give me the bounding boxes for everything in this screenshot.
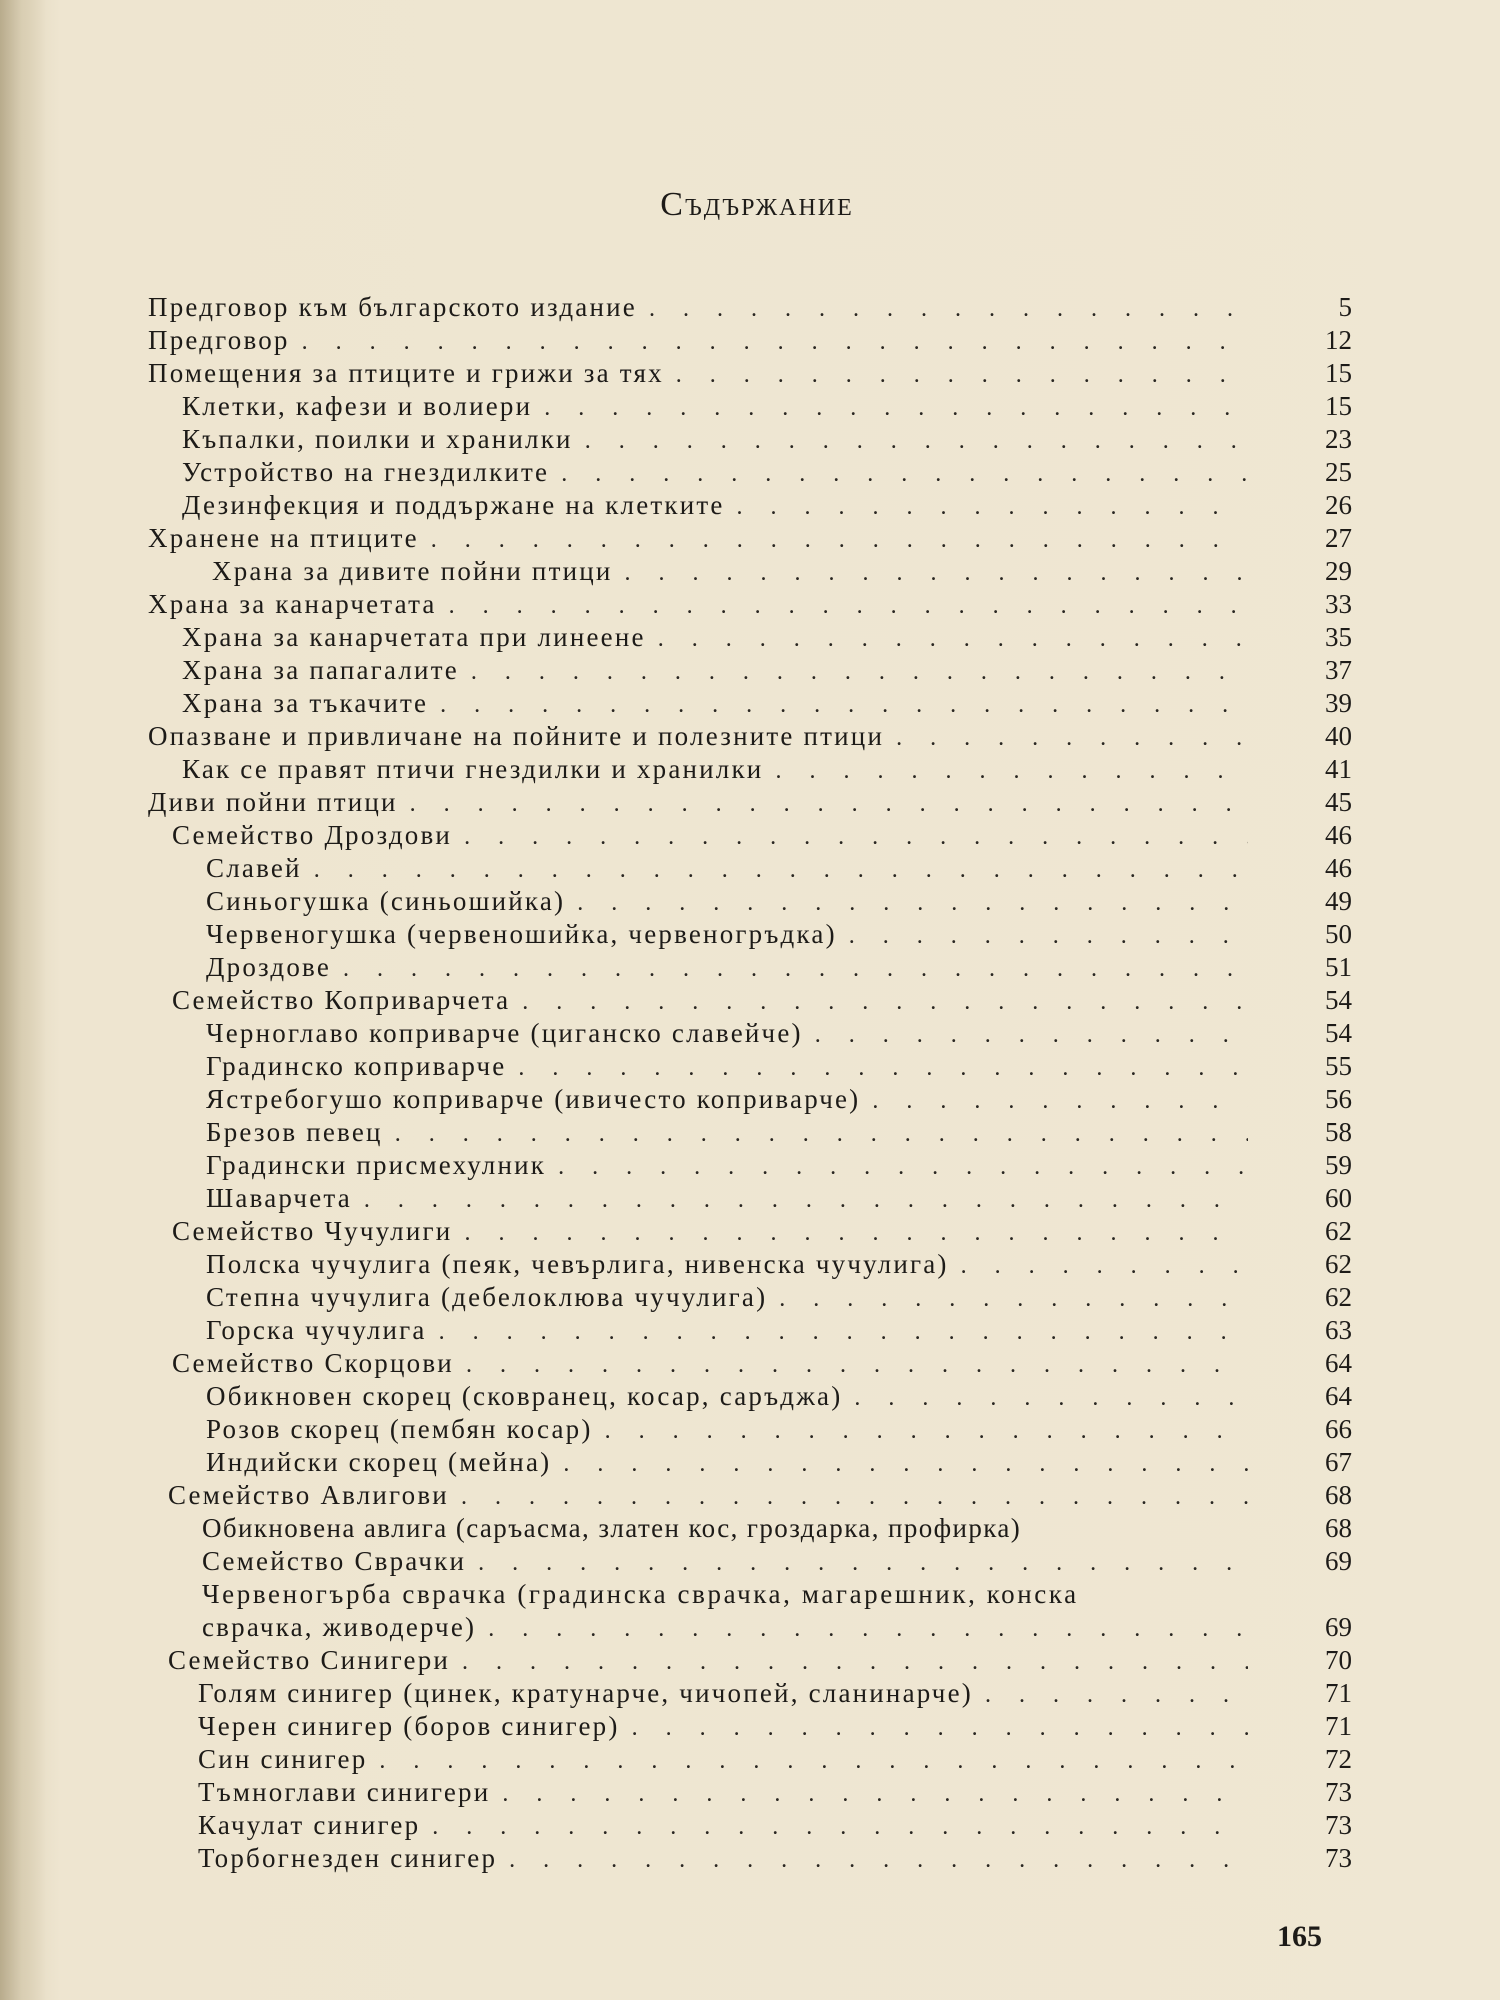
toc-entry-title: Черноглаво коприварче (циганско славейче) — [206, 1018, 803, 1048]
toc-entry — [206, 1447, 1248, 1481]
leader-dots — [649, 296, 1248, 323]
leader-dots — [815, 1022, 1248, 1049]
toc-entry — [172, 820, 1248, 854]
toc-entry-page: 72 — [1325, 1744, 1352, 1774]
toc-entry-page: 40 — [1325, 721, 1352, 751]
toc-entry — [198, 1678, 1248, 1712]
leader-dots — [395, 1121, 1248, 1148]
leader-dots — [625, 560, 1248, 587]
toc-entry — [172, 1348, 1248, 1382]
toc-entry-page: 15 — [1325, 358, 1352, 388]
toc-entry-title: Предговор — [148, 325, 290, 355]
toc-entry-title: Дезинфекция и поддържане на клетките — [182, 490, 725, 520]
toc-entry-page: 55 — [1325, 1051, 1352, 1081]
leader-dots — [343, 956, 1248, 983]
leader-dots — [585, 428, 1248, 455]
toc-entry — [148, 523, 1248, 557]
toc-entry-page: 46 — [1325, 820, 1352, 850]
toc-entry-page: 63 — [1325, 1315, 1352, 1345]
toc-entry — [212, 556, 1248, 590]
leader-dots — [449, 593, 1248, 620]
toc-entry — [198, 1843, 1248, 1877]
leader-dots — [676, 362, 1248, 389]
toc-entry-page: 56 — [1325, 1084, 1352, 1114]
leader-dots — [737, 494, 1248, 521]
toc-entry — [206, 1282, 1248, 1316]
toc-entry — [148, 589, 1248, 623]
leader-dots — [849, 923, 1248, 950]
leader-dots — [466, 1352, 1248, 1379]
toc-entry-title: Градински присмехулник — [206, 1150, 547, 1180]
toc-entry-page: 71 — [1325, 1711, 1352, 1741]
toc-entry-title: Червеногърба сврачка (градинска сврачка, магарешник, конска — [202, 1579, 1079, 1609]
leader-dots — [432, 1814, 1248, 1841]
toc-entry-page: 41 — [1325, 754, 1352, 784]
toc-entry-title: Семейство Чучулиги — [172, 1216, 453, 1246]
toc-entry-page: 64 — [1325, 1348, 1352, 1378]
leader-dots — [561, 461, 1248, 488]
toc-entry-title: Торбогнезден синигер — [198, 1843, 498, 1873]
leader-dots — [440, 692, 1248, 719]
toc-entry — [182, 391, 1248, 425]
leader-dots — [509, 1847, 1248, 1874]
toc-entry — [202, 1579, 1248, 1613]
toc-entry-page: 73 — [1325, 1810, 1352, 1840]
toc-entry-page: 33 — [1325, 589, 1352, 619]
toc-entry-title: Горска чучулига — [206, 1315, 427, 1345]
toc-entry-title: Помещения за птиците и грижи за тях — [148, 358, 664, 388]
toc-entry-page: 70 — [1325, 1645, 1352, 1675]
leader-dots — [502, 1781, 1248, 1808]
toc-entry-page: 64 — [1325, 1381, 1352, 1411]
toc-entry-title: Степна чучулига (дебелоклюва чучулига) — [206, 1282, 768, 1312]
toc-entry — [182, 457, 1248, 491]
toc-entry-page: 62 — [1325, 1282, 1352, 1312]
toc-entry — [202, 1513, 1248, 1547]
toc-entry — [182, 688, 1248, 722]
leader-dots — [872, 1088, 1248, 1115]
toc-entry — [148, 787, 1248, 821]
toc-entry-title: Храна за канарчетата при линеене — [182, 622, 646, 652]
toc-entry-title: Шаварчета — [206, 1183, 352, 1213]
leader-dots — [896, 725, 1248, 752]
toc-entry-page: 35 — [1325, 622, 1352, 652]
toc-entry-page: 25 — [1325, 457, 1352, 487]
toc-entry — [198, 1744, 1248, 1778]
leader-dots — [314, 857, 1248, 884]
leader-dots — [985, 1682, 1248, 1709]
leader-dots — [431, 527, 1248, 554]
toc-entry-title: Син синигер — [198, 1744, 368, 1774]
toc-entry-title: Градинско коприварче — [206, 1051, 507, 1081]
toc-entry-title: Хранене на птиците — [148, 523, 419, 553]
toc-entry-title: Обикновен скорец (сковранец, косар, саръджа) — [206, 1381, 843, 1411]
leader-dots — [854, 1385, 1248, 1412]
toc-entry-title: Синьогушка (синьошийка) — [206, 886, 566, 916]
toc-entry-title: Предговор към българското издание — [148, 292, 637, 322]
toc-entry-title: Опазване и привличане на пойните и полезните птици — [148, 721, 885, 751]
toc-entry — [182, 655, 1248, 689]
toc-entry — [206, 919, 1248, 953]
leader-dots — [488, 1616, 1248, 1643]
toc-entry-page: 68 — [1325, 1513, 1352, 1543]
leader-dots — [478, 1550, 1248, 1577]
toc-entry-page: 73 — [1325, 1843, 1352, 1873]
toc-entry — [182, 754, 1248, 788]
toc-entry-title: Къпалки, поилки и хранилки — [182, 424, 573, 454]
toc-entry-title: Семейство Скорцови — [172, 1348, 454, 1378]
toc-entry-title: Черен синигер (боров синигер) — [198, 1711, 620, 1741]
page-title: Съдържание — [660, 186, 854, 223]
toc-entry-title: Голям синигер (цинек, кратунарче, чичопей, сланинарче) — [198, 1678, 973, 1708]
toc-entry — [206, 1051, 1248, 1085]
toc-entry — [206, 853, 1248, 887]
toc-entry — [148, 358, 1248, 392]
toc-entry — [198, 1810, 1248, 1844]
toc-entry-title: Розов скорец (пембян косар) — [206, 1414, 593, 1444]
leader-dots — [462, 1649, 1248, 1676]
toc-entry-page: 46 — [1325, 853, 1352, 883]
toc-entry-page: 69 — [1325, 1612, 1352, 1642]
toc-entry-page: 68 — [1325, 1480, 1352, 1510]
toc-entry — [198, 1777, 1248, 1811]
toc-entry-page: 73 — [1325, 1777, 1352, 1807]
toc-entry — [202, 1546, 1248, 1580]
toc-entry-page: 50 — [1325, 919, 1352, 949]
toc-entry-title: Как се правят птичи гнездилки и хранилки — [182, 754, 764, 784]
leader-dots — [518, 1055, 1248, 1082]
page-number: 165 — [1277, 1920, 1322, 1953]
toc-entry-title: Обикновена авлига (саръасма, златен кос, гроздарка, профирка) — [202, 1513, 1022, 1543]
leader-dots — [522, 989, 1248, 1016]
toc-entry-page: 71 — [1325, 1678, 1352, 1708]
toc-entry-page: 62 — [1325, 1249, 1352, 1279]
toc-entry — [206, 1084, 1248, 1118]
toc-entry-title: Качулат синигер — [198, 1810, 421, 1840]
leader-dots — [577, 890, 1248, 917]
toc-entry — [206, 1381, 1248, 1415]
toc-entry-title: Храна за папагалите — [182, 655, 459, 685]
toc-entry-page: 37 — [1325, 655, 1352, 685]
toc-entry-page: 29 — [1325, 556, 1352, 586]
toc-entry-title: Храна за дивите пойни птици — [212, 556, 613, 586]
toc-entry — [168, 1480, 1248, 1514]
toc-entry — [148, 292, 1248, 326]
toc-entry — [206, 1414, 1248, 1448]
toc-entry-page: 15 — [1325, 391, 1352, 421]
toc-entry-title: Ястребогушо коприварче (ивичесто коприварче) — [206, 1084, 861, 1114]
toc-entry-title: Славей — [206, 853, 302, 883]
toc-entry-page: 54 — [1325, 985, 1352, 1015]
toc-entry-title: Брезов певец — [206, 1117, 383, 1147]
leader-dots — [464, 1220, 1248, 1247]
leader-dots — [632, 1715, 1248, 1742]
toc-entry-page: 5 — [1338, 292, 1352, 322]
toc-entry-page: 58 — [1325, 1117, 1352, 1147]
toc-entry — [202, 1612, 1248, 1646]
leader-dots — [558, 1154, 1248, 1181]
toc-entry-page: 62 — [1325, 1216, 1352, 1246]
toc-entry — [172, 985, 1248, 1019]
leader-dots — [410, 791, 1248, 818]
leader-dots — [961, 1253, 1248, 1280]
leader-dots — [302, 329, 1248, 356]
toc-entry — [172, 1216, 1248, 1250]
toc-entry — [148, 721, 1248, 755]
toc-entry — [206, 1249, 1248, 1283]
toc-entry-page: 26 — [1325, 490, 1352, 520]
toc-entry-page: 12 — [1325, 325, 1352, 355]
toc-entry-title: Семейство Дроздови — [172, 820, 453, 850]
leader-dots — [379, 1748, 1248, 1775]
leader-dots — [464, 824, 1248, 851]
toc-entry — [182, 622, 1248, 656]
toc-entry — [182, 424, 1248, 458]
toc-entry-title: Устройство на гнездилките — [182, 457, 550, 487]
leader-dots — [544, 395, 1248, 422]
toc-entry — [148, 325, 1248, 359]
toc-entry — [206, 1315, 1248, 1349]
toc-entry — [206, 1018, 1248, 1052]
toc-entry-title: Червеногушка (червеношийка, червеногръдка) — [206, 919, 837, 949]
toc-entry-title: Храна за канарчетата — [148, 589, 437, 619]
toc-entry-title: Тъмноглави синигери — [198, 1777, 491, 1807]
toc-entry-page: 54 — [1325, 1018, 1352, 1048]
toc-entry-page: 69 — [1325, 1546, 1352, 1576]
toc-entry-title: Семейство Коприварчета — [172, 985, 511, 1015]
toc-entry-page: 51 — [1325, 952, 1352, 982]
toc-entry-page: 39 — [1325, 688, 1352, 718]
toc-entry-title: Храна за тъкачите — [182, 688, 429, 718]
toc-entry — [206, 1150, 1248, 1184]
toc-entry — [206, 1183, 1248, 1217]
leader-dots — [658, 626, 1248, 653]
toc-entry-title: Семейство Авлигови — [168, 1480, 449, 1510]
leader-dots — [461, 1484, 1248, 1511]
toc-entry — [206, 1117, 1248, 1151]
toc-entry-page: 49 — [1325, 886, 1352, 916]
leader-dots — [364, 1187, 1248, 1214]
leader-dots — [779, 1286, 1248, 1313]
toc-entry-page: 60 — [1325, 1183, 1352, 1213]
leader-dots — [471, 659, 1248, 686]
toc-entry — [182, 490, 1248, 524]
toc-entry — [206, 952, 1248, 986]
toc-entry — [168, 1645, 1248, 1679]
leader-dots — [775, 758, 1248, 785]
toc-entry-title: Семейство Сврачки — [202, 1546, 467, 1576]
toc-entry-page: 23 — [1325, 424, 1352, 454]
toc-entry-title: Индийски скорец (мейна) — [206, 1447, 552, 1477]
toc-entry-title: Дроздове — [206, 952, 332, 982]
toc-entry-page: 66 — [1325, 1414, 1352, 1444]
toc-entry-page: 45 — [1325, 787, 1352, 817]
toc-entry-page: 67 — [1325, 1447, 1352, 1477]
toc-entry-title: Семейство Синигери — [168, 1645, 451, 1675]
toc-entry-title: Диви пойни птици — [148, 787, 398, 817]
toc-entry-page: 59 — [1325, 1150, 1352, 1180]
toc-entry-page: 27 — [1325, 523, 1352, 553]
leader-dots — [563, 1451, 1248, 1478]
toc-entry-title: Клетки, кафези и волиери — [182, 391, 533, 421]
leader-dots — [605, 1418, 1248, 1445]
leader-dots — [439, 1319, 1248, 1346]
toc-entry — [198, 1711, 1248, 1745]
toc-entry — [206, 886, 1248, 920]
toc-entry-title: сврачка, живодерче) — [202, 1612, 477, 1642]
toc-entry-title: Полска чучулига (пеяк, чевърлига, нивенска чучулига) — [206, 1249, 949, 1279]
